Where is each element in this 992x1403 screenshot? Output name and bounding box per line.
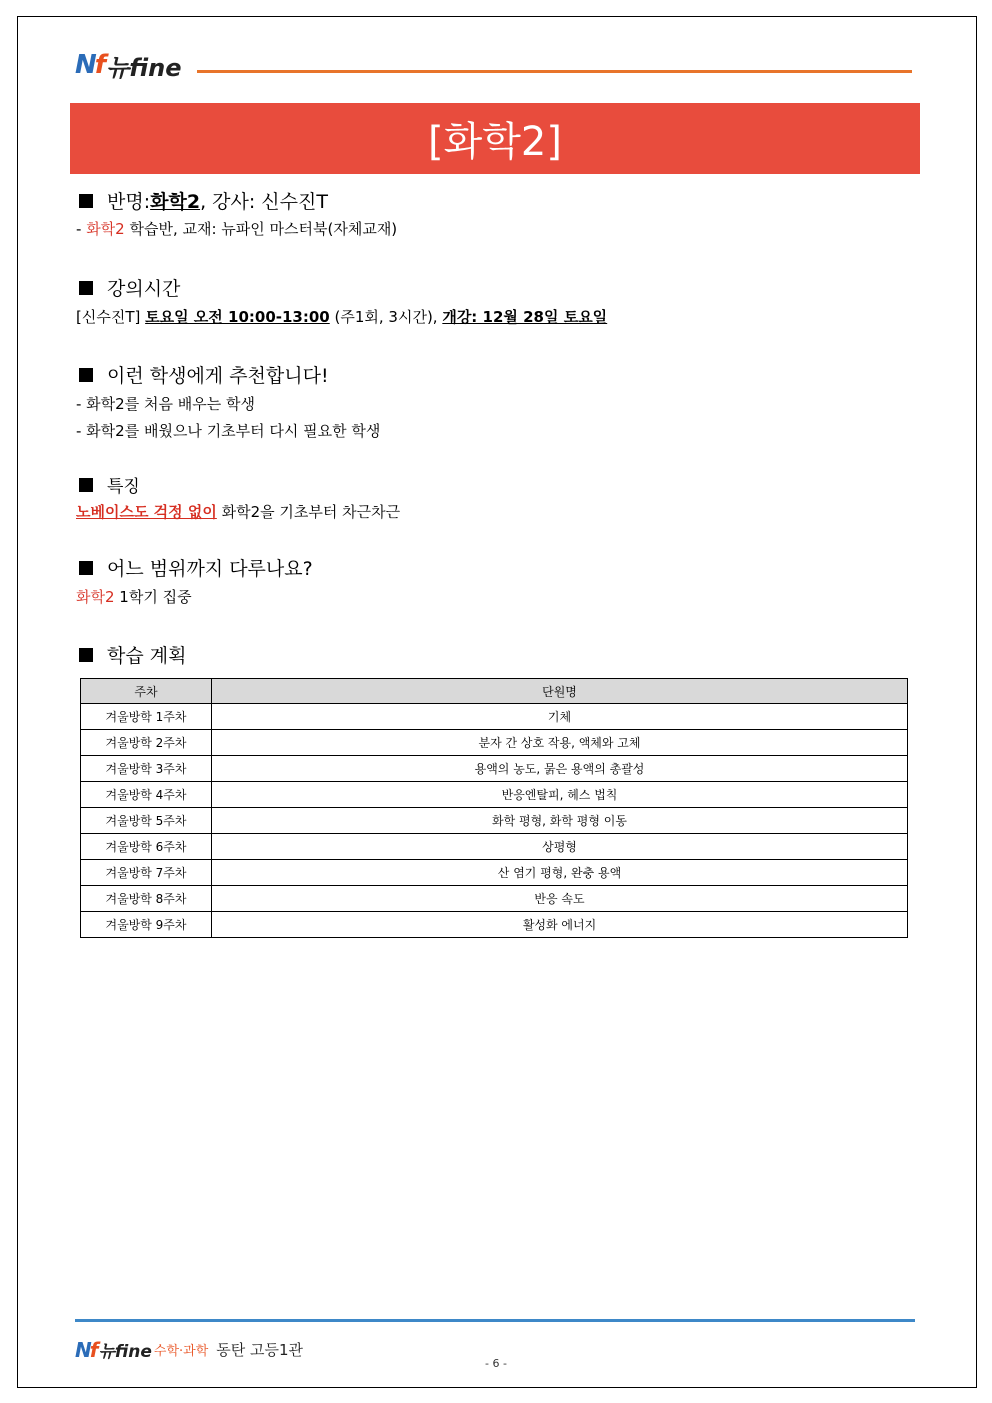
plan-heading: 학습 계획 [76, 641, 186, 668]
table-header-row [81, 679, 908, 704]
column-header-unit: 단원명 [212, 679, 908, 704]
bullet-square-icon [79, 281, 93, 295]
table-row [81, 860, 908, 886]
textbook-line: - 화학2 학습반, 교재: 뉴파인 마스터북(자체교재) [76, 220, 398, 238]
week-cell: 겨울방학 5주차 [81, 808, 212, 834]
table-row [81, 782, 908, 808]
recommend-heading: 이런 학생에게 추천합니다! [76, 361, 329, 388]
logo-icon: Nf [75, 50, 105, 80]
header-divider [197, 70, 912, 73]
bullet-square-icon [79, 368, 93, 382]
bullet-square-icon [79, 478, 93, 492]
bullet-square-icon [79, 194, 93, 208]
week-cell: 겨울방학 7주차 [81, 860, 212, 886]
recommend-item: - 화학2를 배웠으나 기초부터 다시 필요한 학생 [76, 422, 381, 440]
table-row [81, 912, 908, 938]
table-row [81, 756, 908, 782]
class-name: 화학2 [150, 191, 201, 213]
page-number: - 6 - [485, 1357, 507, 1370]
study-plan-table [80, 678, 908, 938]
class-time: 토요일 오전 10:00-13:00 [145, 308, 330, 326]
unit-cell: 반응 속도 [212, 886, 908, 912]
unit-cell: 화학 평형, 화학 평형 이동 [212, 808, 908, 834]
footer-logo: Nf 뉴fine 수학·과학 동탄 고등1관 [75, 1337, 304, 1362]
week-cell: 겨울방학 8주차 [81, 886, 212, 912]
week-cell: 겨울방학 1주차 [81, 704, 212, 730]
scope-heading: 어느 범위까지 다루나요? [76, 554, 313, 581]
column-header-week: 주차 [81, 679, 212, 704]
bullet-square-icon [79, 561, 93, 575]
feature-line: 노베이스도 걱정 없이 화학2을 기초부터 차근차근 [76, 503, 401, 521]
class-info-heading: 반명: 화학2 , 강사: 신수진T [76, 187, 328, 214]
unit-cell: 분자 간 상호 작용, 액체와 고체 [212, 730, 908, 756]
week-cell: 겨울방학 6주차 [81, 834, 212, 860]
footer-divider [75, 1319, 915, 1322]
page-title: [화학2] [70, 103, 920, 174]
recommend-item: - 화학2를 처음 배우는 학생 [76, 395, 255, 413]
schedule-heading: 강의시간 [76, 274, 180, 301]
unit-cell: 산 염기 평형, 완충 용액 [212, 860, 908, 886]
week-cell: 겨울방학 4주차 [81, 782, 212, 808]
scope-line: 화학2 1학기 집중 [76, 588, 192, 606]
table-row [81, 730, 908, 756]
table-row [81, 808, 908, 834]
unit-cell: 반응엔탈피, 헤스 법칙 [212, 782, 908, 808]
logo-text: 뉴fine [106, 53, 182, 82]
start-date: 개강: 12월 28일 토요일 [442, 308, 608, 326]
feature-heading: 특징 [76, 472, 140, 497]
logo-icon: Nf [75, 1337, 97, 1362]
branch-name: 동탄 고등1관 [216, 1341, 304, 1359]
unit-cell: 상평형 [212, 834, 908, 860]
unit-cell: 용액의 농도, 묽은 용액의 총괄성 [212, 756, 908, 782]
brand-logo [75, 48, 182, 82]
table-row [81, 704, 908, 730]
table-row [81, 834, 908, 860]
unit-cell: 활성화 에너지 [212, 912, 908, 938]
schedule-line: [신수진T] 토요일 오전 10:00-13:00 (주1회, 3시간), 개강: 12월 28일 토요일 [76, 308, 608, 326]
bullet-square-icon [79, 648, 93, 662]
week-cell: 겨울방학 9주차 [81, 912, 212, 938]
week-cell: 겨울방학 3주차 [81, 756, 212, 782]
unit-cell: 기체 [212, 704, 908, 730]
week-cell: 겨울방학 2주차 [81, 730, 212, 756]
table-row [81, 886, 908, 912]
